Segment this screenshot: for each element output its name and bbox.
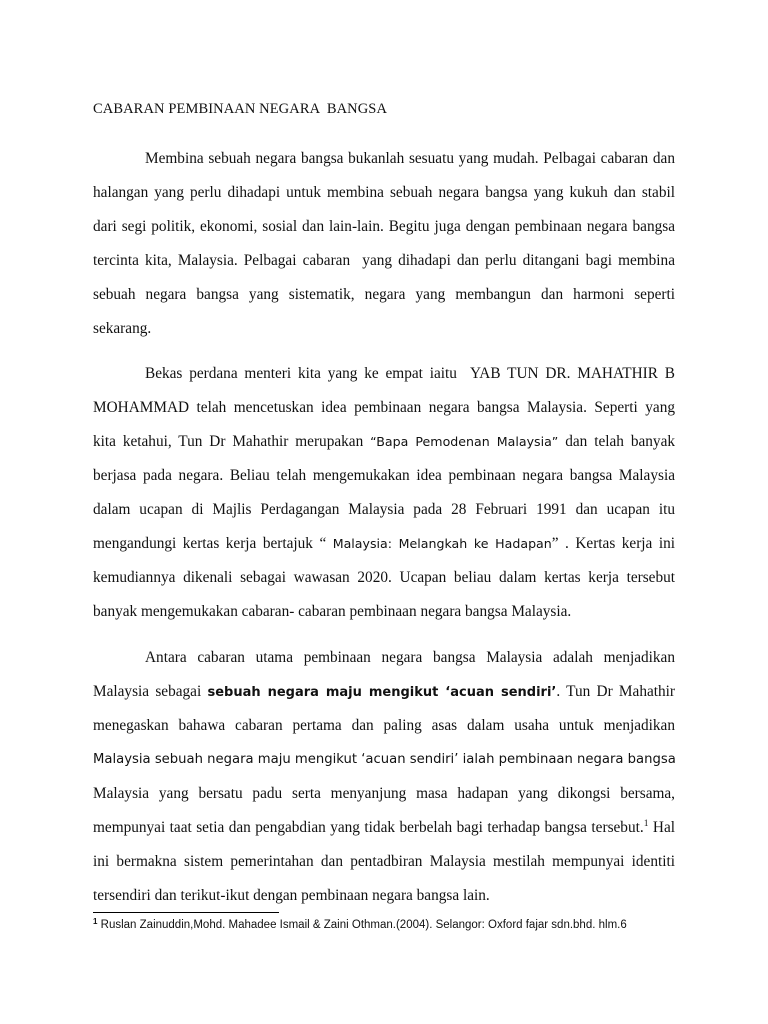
paragraph-1-line-4: tercinta kita, Malaysia. Pelbagai cabaran yang dihadapi dan perlu ditangani bagi membina [93,252,675,269]
paragraph-2-line-6-text-c: ” . Kertas kerja ini [551,535,675,552]
paragraph-3-line-6-text-a: mempunyai taat setia dan pengabdian yang tidak berbelah bagi terhadap bangsa tersebut. [93,819,644,836]
paragraph-1-line-6: sekarang. [93,320,152,337]
quoted-title-melangkah: Malaysia: Melangkah ke Hadapan [332,536,552,551]
paragraph-2-line-3-text-c: dan telah banyak [558,433,676,450]
paragraph-2-line-6 [93,534,675,554]
paragraph-3-line-2-text-c: . Tun Dr Mahathir [556,683,675,700]
footnote-separator [93,912,279,913]
paragraph-3-line-4: Malaysia sebuah negara maju mengikut ‘acuan sendiri’ ialah pembinaan negara bangsa [93,752,676,767]
footnote-reference-1: 1 [643,819,649,829]
paragraph-3-line-2-text-a: Malaysia sebagai [93,683,208,700]
paragraph-3-line-6-text-c: Hal [648,819,675,836]
paragraph-3-line-2 [93,682,675,703]
footnote-text: Ruslan Zainuddin,Mohd. Mahadee Ismail & Zaini Othman.(2004). Selangor: Oxford fajar sdn.bhd. hlm.6 [100,919,627,931]
paragraph-1-line-3: dari segi politik, ekonomi, sosial dan lain-lain. Begitu juga dengan pembinaan negara bangsa [93,218,675,235]
paragraph-1-line-5: sebuah negara bangsa yang sistematik, negara yang membangun dan harmoni seperti [93,286,675,303]
paragraph-2-line-6-text-a: mengandungi kertas kerja bertajuk “ [93,535,333,552]
paragraph-3-line-8: tersendiri dan terikut-ikut dengan pembinaan negara bangsa lain. [93,887,490,904]
quoted-title-bapa-pemodenan: “Bapa Pemodenan Malaysia” [370,434,559,449]
paragraph-2-line-8: banyak mengemukakan cabaran- cabaran pembinaan negara bangsa Malaysia. [93,603,572,620]
paragraph-3-line-5: Malaysia yang bersatu padu serta menyanjung masa hadapan yang dikongsi bersama, [93,785,675,802]
paragraph-3-line-6 [93,818,675,838]
paragraph-2-line-3-text-a: kita ketahui, Tun Dr Mahathir merupakan [93,433,371,450]
paragraph-2-line-2: MOHAMMAD telah mencetuskan idea pembinaan negara bangsa Malaysia. Seperti yang [93,399,675,416]
paragraph-2-line-3 [93,432,675,452]
paragraph-2-line-7: kemudiannya dikenali sebagai wawasan 2020. Ucapan beliau dalam kertas kerja tersebut [93,569,675,586]
document-title: CABARAN PEMBINAAN NEGARA BANGSA [93,101,388,117]
footnote-marker: 1 [93,917,98,926]
paragraph-3-line-1: Antara cabaran utama pembinaan negara bangsa Malaysia adalah menjadikan [145,649,675,666]
paragraph-1-line-1: Membina sebuah negara bangsa bukanlah sesuatu yang mudah. Pelbagai cabaran dan [145,150,675,167]
paragraph-2-line-4: berjasa pada negara. Beliau telah mengemukakan idea pembinaan negara bangsa Malaysia [93,467,675,484]
footnote [93,919,627,931]
paragraph-2-line-5: dalam ucapan di Majlis Perdagangan Malaysia pada 28 Februari 1991 dan ucapan itu [93,501,675,518]
emphasis-acuan-sendiri: sebuah negara maju mengikut ‘acuan sendiri’ [207,685,557,700]
paragraph-3-line-3: menegaskan bahawa cabaran pertama dan paling asas dalam usaha untuk menjadikan [93,717,675,734]
paragraph-1-line-2: halangan yang perlu dihadapi untuk membina sebuah negara bangsa yang kukuh dan stabil [93,184,675,201]
paragraph-2-line-1: Bekas perdana menteri kita yang ke empat iaitu YAB TUN DR. MAHATHIR B [145,365,675,382]
paragraph-3-line-7: ini bermakna sistem pemerintahan dan pentadbiran Malaysia mestilah mempunyai identiti [93,853,675,870]
